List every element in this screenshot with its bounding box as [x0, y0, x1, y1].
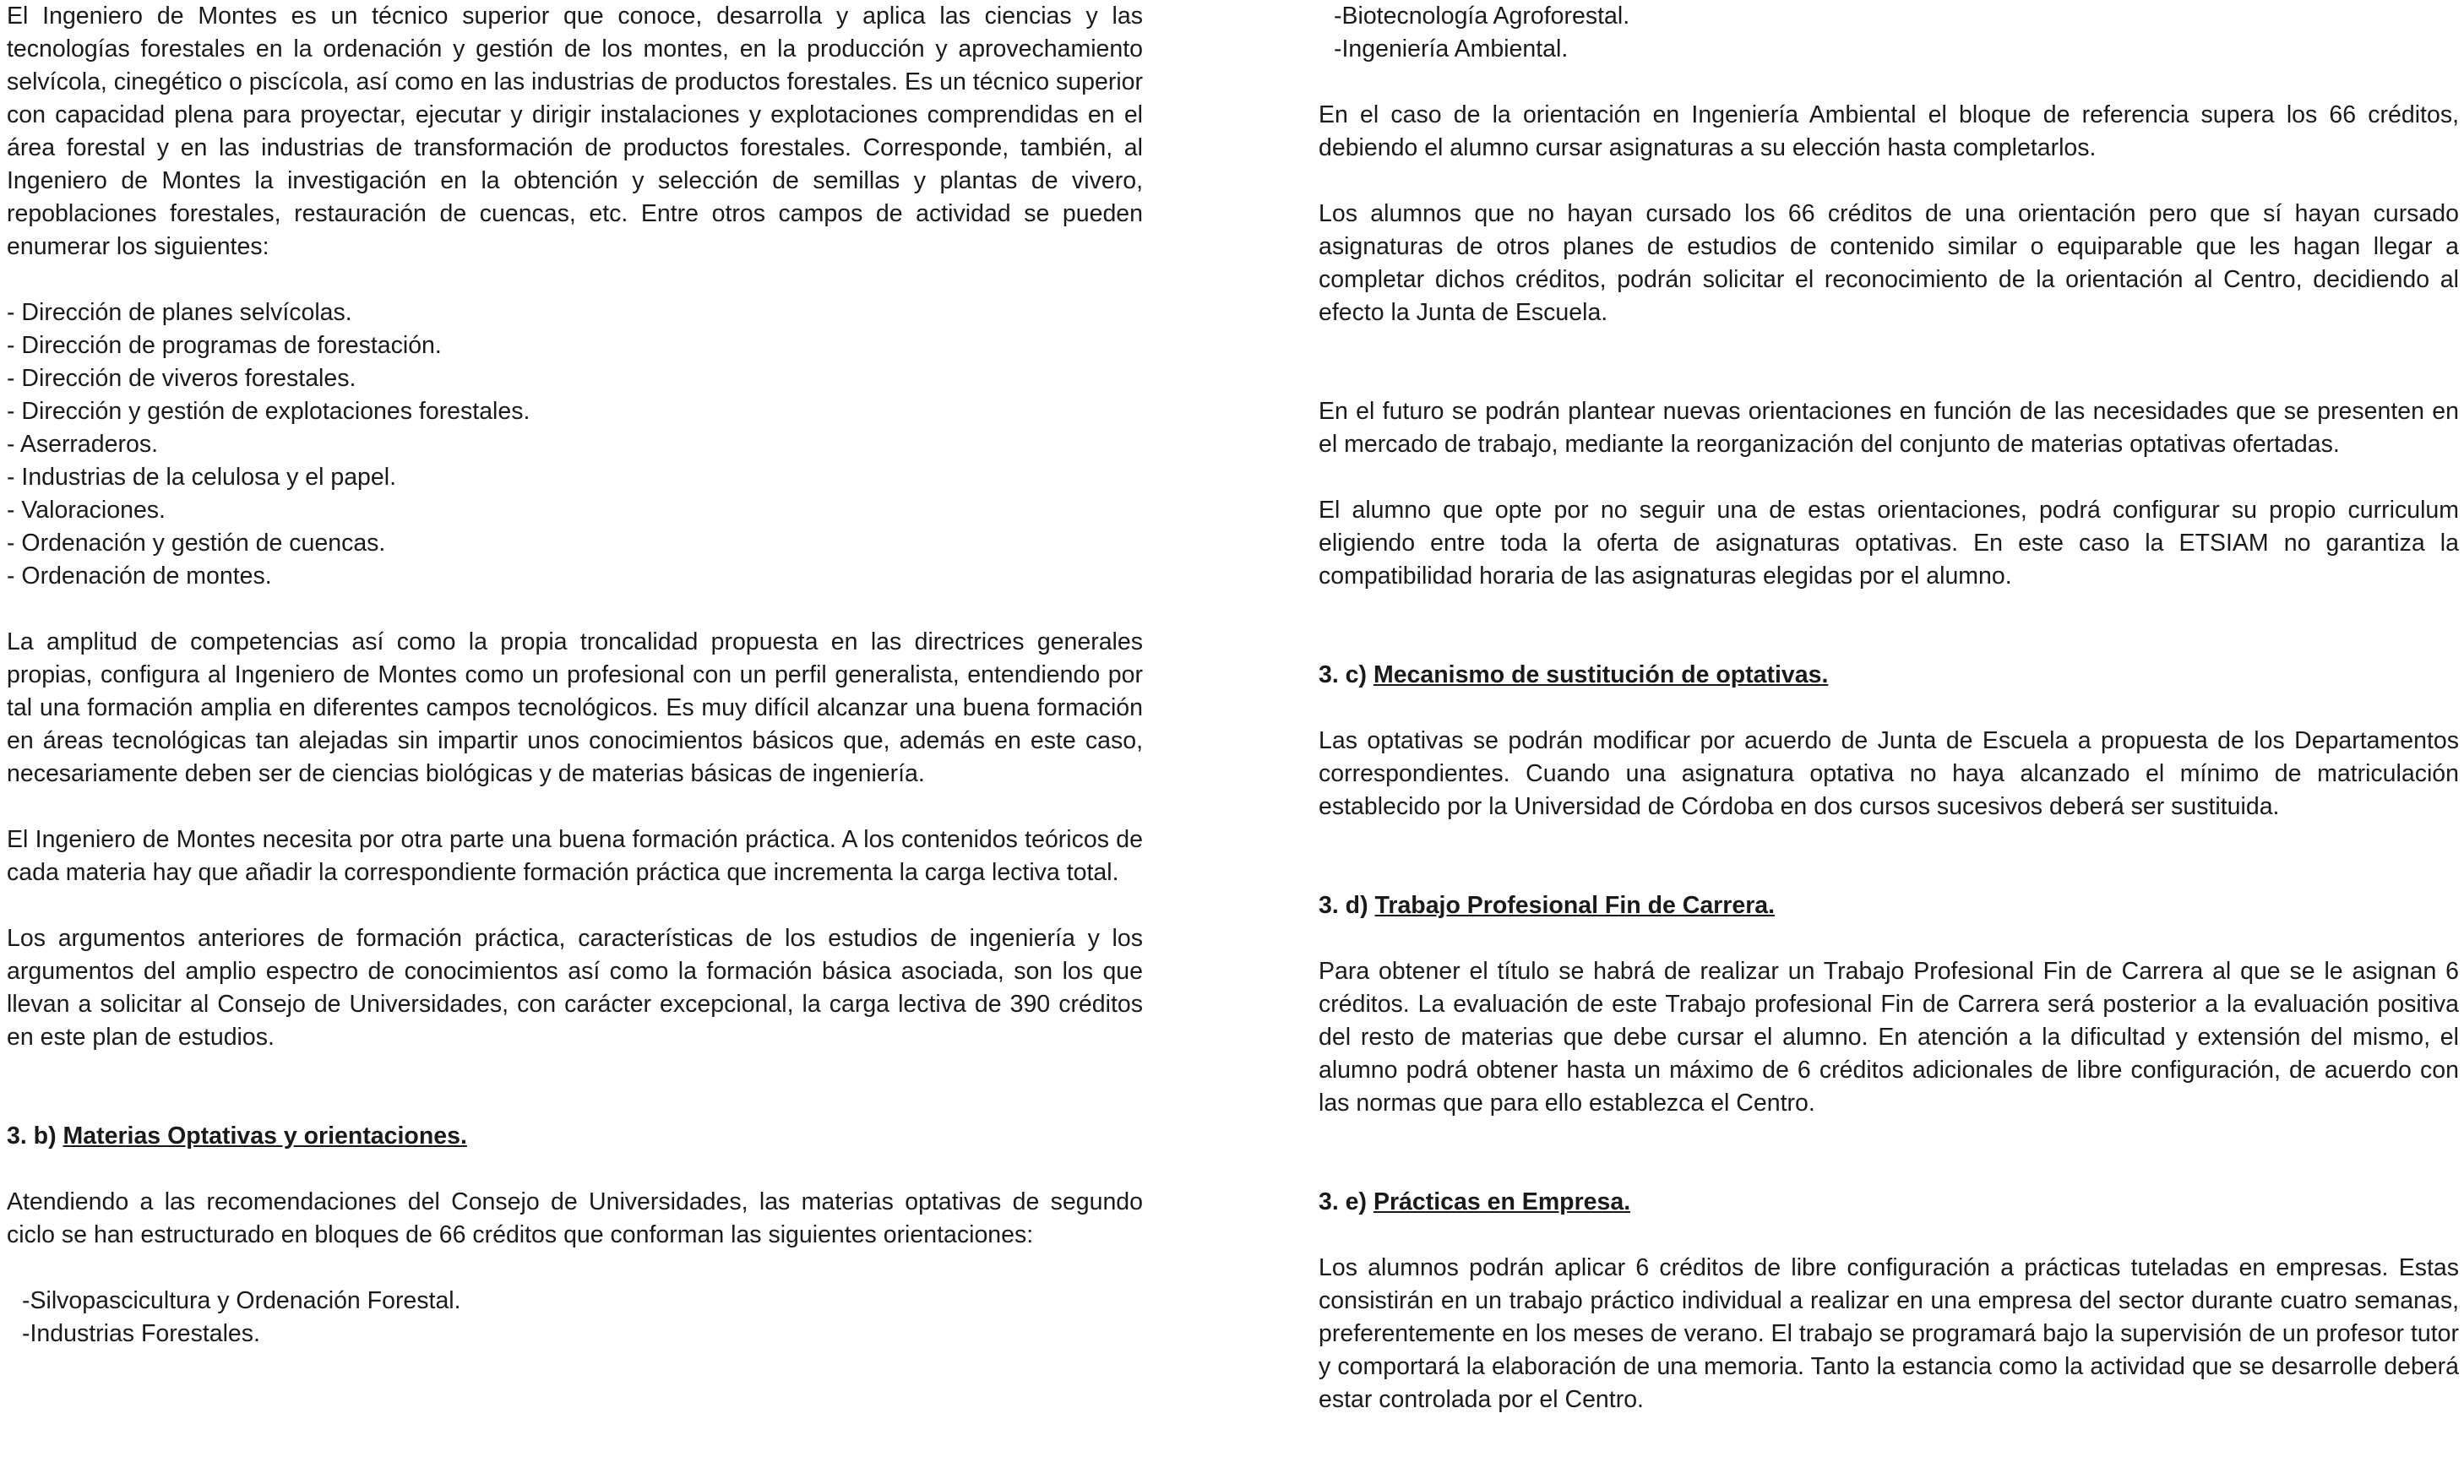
- section-number: 3. c): [1319, 661, 1368, 688]
- orientation-list-continued: [1319, 0, 2459, 66]
- section-title: Prácticas en Empresa.: [1373, 1188, 1631, 1215]
- list-item: - Dirección y gestión de explotaciones forestales.: [7, 398, 530, 425]
- list-item: - Industrias de la celulosa y el papel.: [7, 464, 397, 491]
- paragraph-free-curriculum: El alumno que opte por no seguir una de estas orientaciones, podrá configurar su propio curriculum eligiendo entre toda la oferta de asignaturas optativas. En este caso la ETSIAM no garantiza la compatibilidad horaria de las asignaturas elegidas por el alumno.: [1319, 497, 2459, 590]
- list-item: - Dirección de planes selvícolas.: [7, 299, 352, 326]
- right-column: [1319, 0, 2459, 1416]
- section-title: Trabajo Profesional Fin de Carrera.: [1374, 892, 1776, 919]
- paragraph-competencies: La amplitud de competencias así como la propia troncalidad propuesta en las directrices generales propias, configura al Ingeniero de Montes como un profesional con un perfil generalista, entendiendo por tal una formación amplia en diferentes campos tecnológicos. Es muy difícil alcanzar una buena formación en áreas tecnológicas tan alejadas sin impartir unos conocimientos básicos que, además en este caso, necesariamente deben ser de ciencias biológicas y de materias básicas de ingeniería.: [7, 628, 1143, 787]
- paragraph-environmental-orientation: En el caso de la orientación en Ingeniería Ambiental el bloque de referencia supera los 66 créditos, debiendo el alumno cursar asignaturas a su elección hasta completarlos.: [1319, 101, 2459, 161]
- paragraph-final-project: Para obtener el título se habrá de realizar un Trabajo Profesional Fin de Carrera al que se le asignan 6 créditos. La evaluación de este Trabajo profesional Fin de Carrera será posterior a la evaluación positiva del resto de materias que debe cursar el alumno. En atención a la dificultad y extensión del mismo, el alumno podrá obtener hasta un máximo de 6 créditos adicionales de libre configuración, de acuerdo con las normas que para ello establezca el Centro.: [1319, 958, 2459, 1117]
- list-item: -Silvopascicultura y Ordenación Forestal.: [22, 1287, 461, 1314]
- list-item: - Ordenación y gestión de cuencas.: [7, 530, 386, 557]
- paragraph-engineer-definition: El Ingeniero de Montes es un técnico superior que conoce, desarrolla y aplica las ciencias y las tecnologías forestales en la ordenación y gestión de los montes, en la producción y aprovechamiento selvícola, cinegético o piscícola, así como en las industrias de productos forestales. Es un técnico superior con capacidad plena para proyectar, ejecutar y dirigir instalaciones y explotaciones comprendidas en el área forestal y en las industrias de transformación de productos forestales. Corresponde, también, al Ingeniero de Montes la investigación en la obtención y selección de semillas y plantas de vivero, repoblaciones forestales, restauración de cuencas, etc. Entre otros campos de actividad se pueden enumerar los siguientes:: [7, 3, 1143, 260]
- paragraph-future-orientations: En el futuro se podrán plantear nuevas orientaciones en función de las necesidades que se presenten en el mercado de trabajo, mediante la reorganización del conjunto de materias optativas ofertadas.: [1319, 398, 2459, 458]
- list-item: - Dirección de viveros forestales.: [7, 365, 356, 392]
- list-item: - Ordenación de montes.: [7, 563, 272, 590]
- section-number: 3. e): [1319, 1188, 1368, 1215]
- list-item: -Industrias Forestales.: [22, 1320, 260, 1347]
- section-heading-3e: [1319, 1186, 2459, 1219]
- list-item: -Ingeniería Ambiental.: [1334, 35, 1569, 63]
- section-heading-3d: [1319, 889, 2459, 922]
- paragraph-internships: Los alumnos podrán aplicar 6 créditos de libre configuración a prácticas tuteladas en empresas. Estas consistirán en un trabajo práctico individual a realizar en una empresa del sector durante cuatro semanas, preferentemente en los meses de verano. El trabajo se programará bajo la supervisión de un profesor tutor y comportará la elaboración de una memoria. Tanto la estancia como la actividad que se desarrolle deberá estar controlada por el Centro.: [1319, 1254, 2459, 1413]
- paragraph-optional-subjects: Atendiendo a las recomendaciones del Consejo de Universidades, las materias optativas de segundo ciclo se han estructurado en bloques de 66 créditos que conforman las siguientes orientaciones:: [7, 1188, 1143, 1248]
- paragraph-credit-load: Los argumentos anteriores de formación práctica, características de los estudios de ingeniería y los argumentos del amplio espectro de conocimientos así como la formación básica asociada, son los que llevan a solicitar al Consejo de Universidades, con carácter excepcional, la carga lectiva de 390 créditos en este plan de estudios.: [7, 925, 1143, 1051]
- left-column: [7, 0, 1143, 1351]
- list-item: -Biotecnología Agroforestal.: [1334, 3, 1630, 30]
- section-number: 3. d): [1319, 892, 1368, 919]
- section-title: Mecanismo de sustitución de optativas.: [1373, 661, 1829, 688]
- list-item: - Dirección de programas de forestación.: [7, 332, 442, 359]
- section-heading-3b: [7, 1120, 1143, 1153]
- activity-list: [7, 296, 1143, 593]
- section-heading-3c: [1319, 659, 2459, 692]
- list-item: - Aserraderos.: [7, 431, 158, 458]
- section-number: 3. b): [7, 1123, 57, 1150]
- paragraph-practical-training: El Ingeniero de Montes necesita por otra parte una buena formación práctica. A los contenidos teóricos de cada materia hay que añadir la correspondiente formación práctica que incrementa la carga lectiva total.: [7, 826, 1143, 886]
- paragraph-orientation-recognition: Los alumnos que no hayan cursado los 66 créditos de una orientación pero que sí hayan cursado asignaturas de otros planes de estudios de contenido similar o equiparable que les hagan llegar a completar dichos créditos, podrán solicitar el reconocimiento de la orientación al Centro, decidiendo al efecto la Junta de Escuela.: [1319, 200, 2459, 326]
- orientation-list: [7, 1285, 1143, 1351]
- paragraph-substitution: Las optativas se podrán modificar por acuerdo de Junta de Escuela a propuesta de los Departamentos correspondientes. Cuando una asignatura optativa no haya alcanzado el mínimo de matriculación establecido por la Universidad de Córdoba en dos cursos sucesivos deberá ser sustituida.: [1319, 727, 2459, 820]
- section-title: Materias Optativas y orientaciones.: [63, 1123, 467, 1150]
- list-item: - Valoraciones.: [7, 497, 166, 524]
